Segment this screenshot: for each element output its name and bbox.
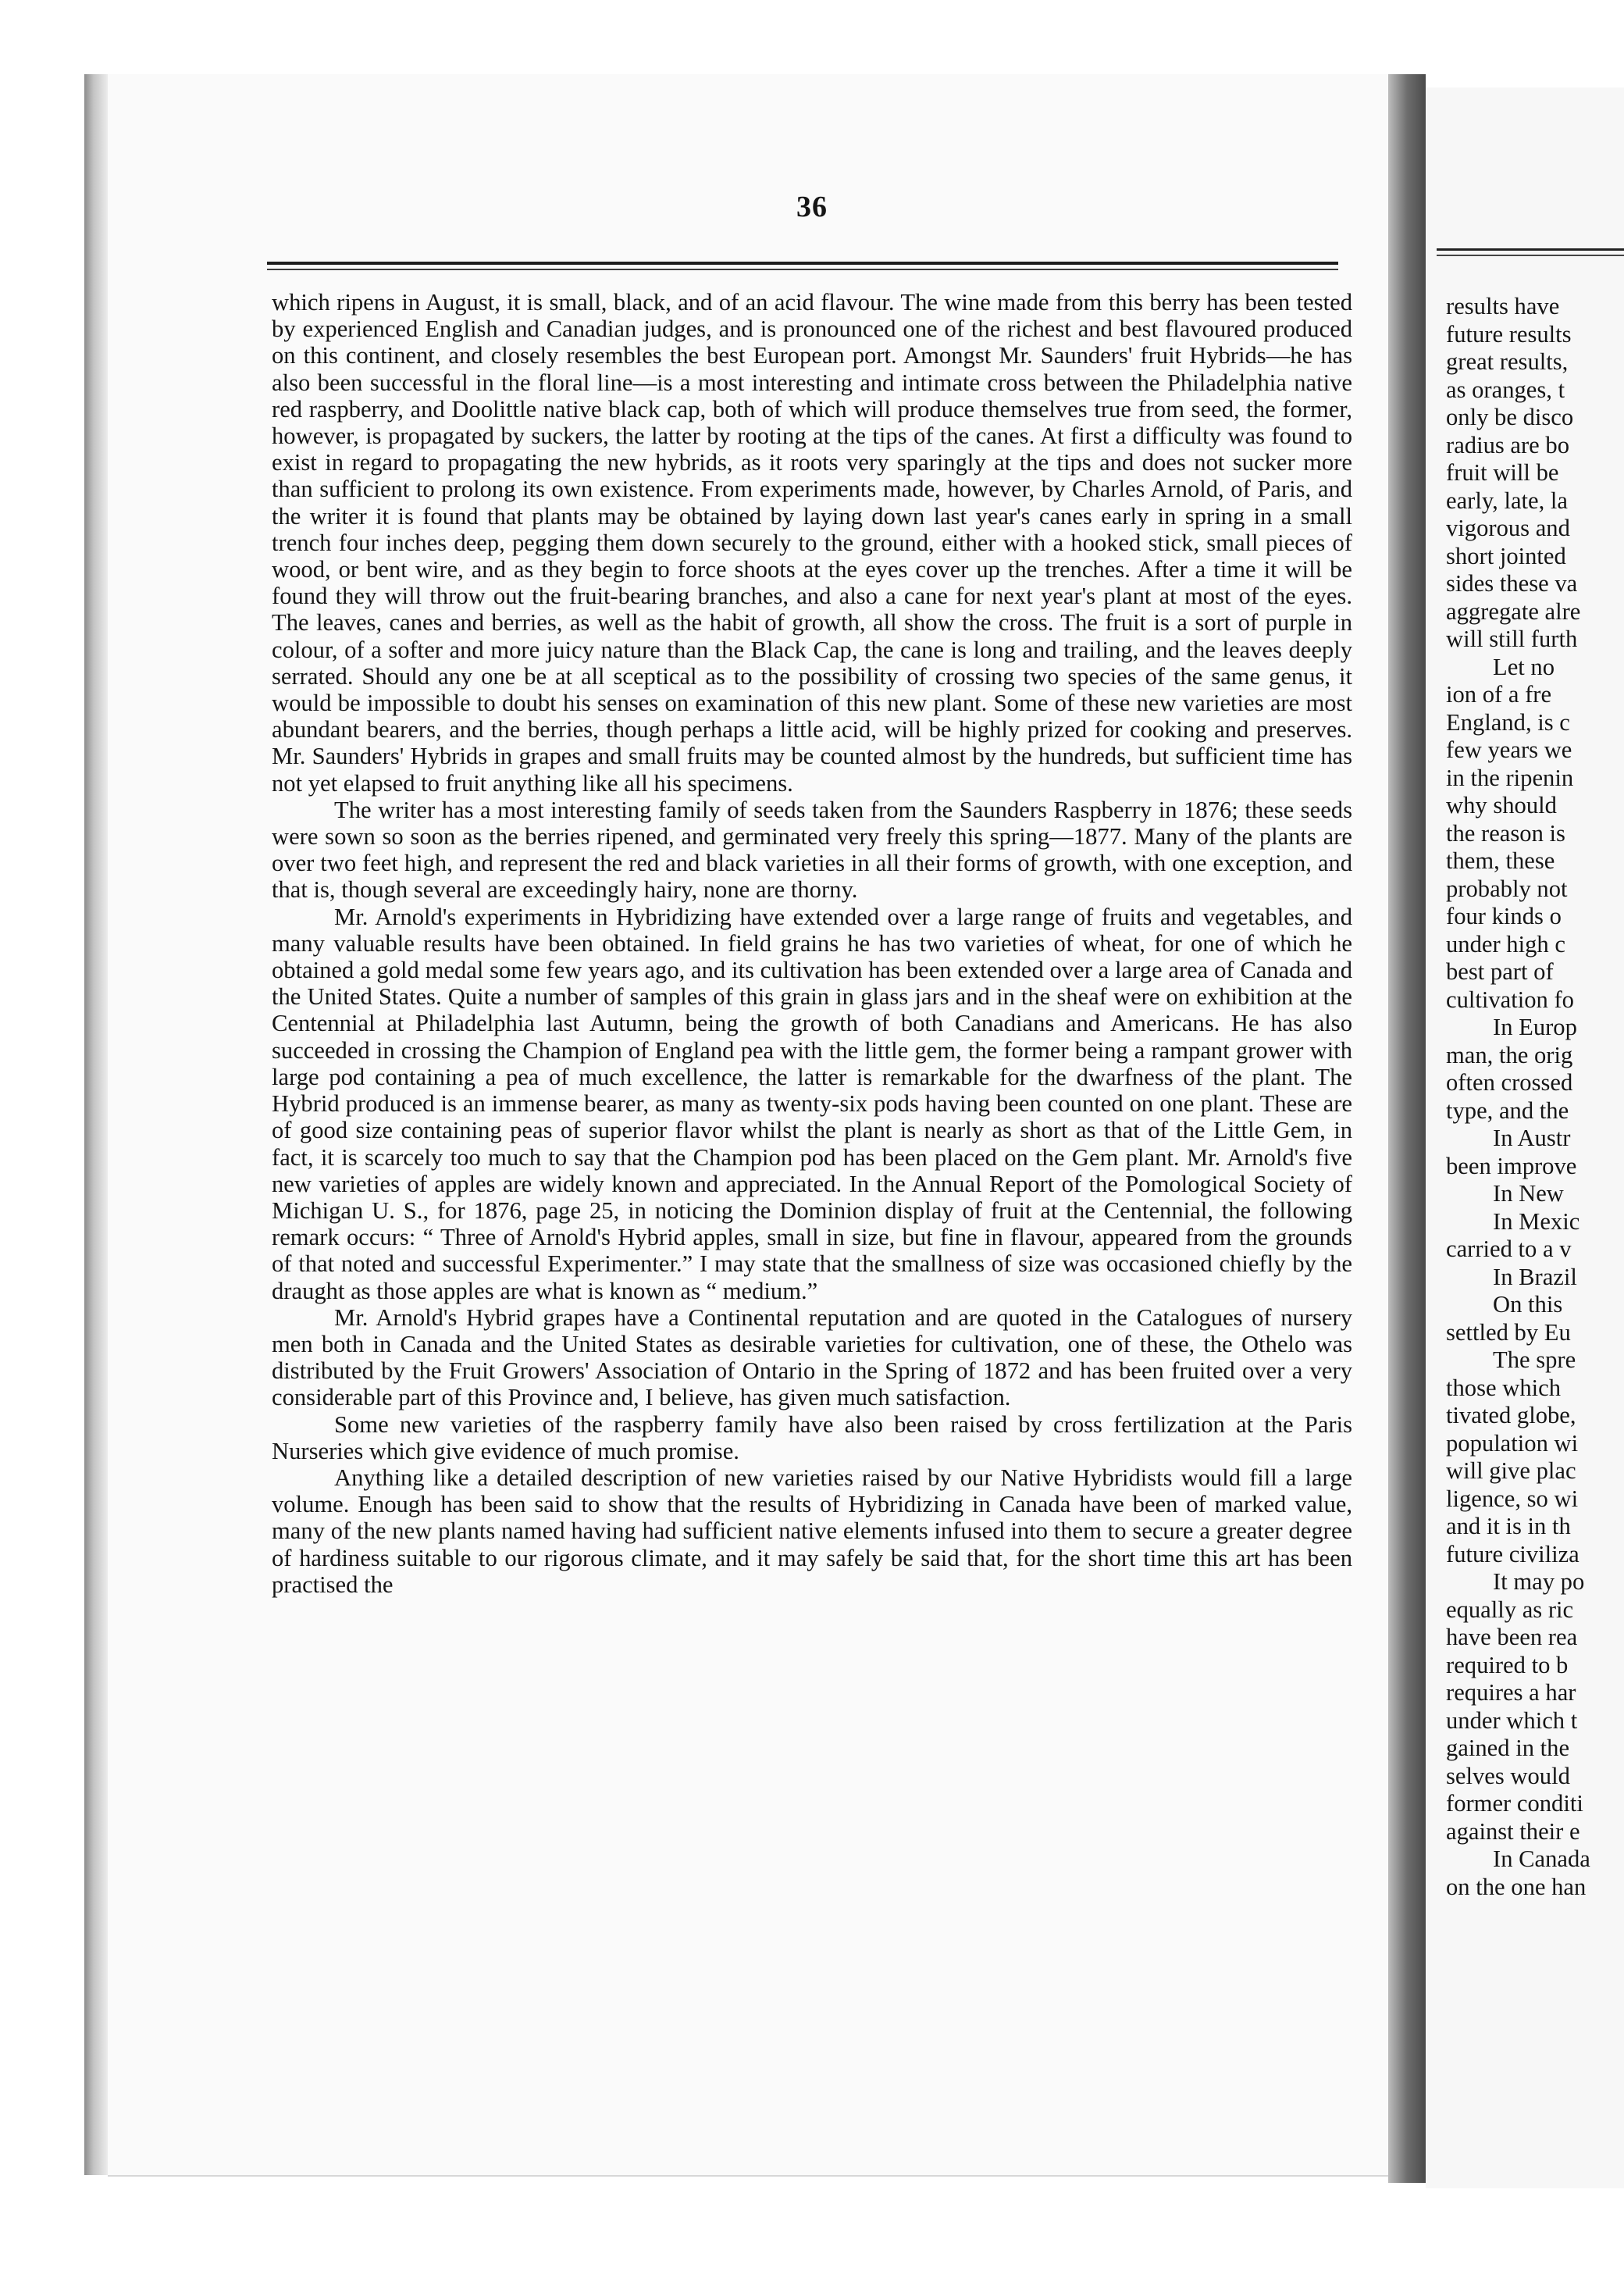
right-page-line: equally as ric bbox=[1446, 1596, 1574, 1623]
right-header-rule-thin bbox=[1437, 255, 1624, 256]
right-page-line: required to b bbox=[1446, 1651, 1569, 1678]
right-page-line: man, the orig bbox=[1446, 1041, 1573, 1068]
right-page-line: former conditi bbox=[1446, 1790, 1583, 1817]
right-page-line: them, these bbox=[1446, 847, 1555, 874]
paragraph-6: Anything like a detailed description of new varieties raised by our Native Hybridists would fill a large volume. Enough has been said to show that the results of Hybridizing in Canada have been of marked value, many of the new plants named having had sufficient native elements infused into them to secure a greater degree of hardiness suitable to our rigorous climate, and it may safely be said that, for the short time this art has been practised the bbox=[272, 1464, 1352, 1598]
paragraph-5: Some new varieties of the raspberry family have also been raised by cross fertilization at the Paris Nurseries which give evidence of much promise. bbox=[272, 1410, 1352, 1464]
right-page-line: ion of a fre bbox=[1446, 681, 1552, 708]
right-page-line: great results, bbox=[1446, 348, 1569, 375]
right-page-text bbox=[1446, 293, 1624, 1901]
right-page-line: probably not bbox=[1446, 875, 1568, 902]
right-page-line: selves would bbox=[1446, 1762, 1570, 1789]
right-page-line: and it is in th bbox=[1446, 1513, 1571, 1539]
paragraph-1: which ripens in August, it is small, black, and of an acid flavour. The wine made from this berry has been tested by experienced English and Canadian judges, and is pronounced one of the richest and best flavoured produced on this continent, and closely resembles the best European port. Amongst Mr. Saunders' fruit Hybrids—he has also been successful in the floral line—is a most interesting and intimate cross between the Philadelphia native red raspberry, and Doolittle native black cap, both of which will produce themselves true from seed, the former, however, is propagated by suckers, the latter by rooting at the tips of the canes. At first a difficulty was found to exist in regard to propagating the new hybrids, as it roots very sparingly at the tips and does not sucker more than sufficient to prolong its own existence. From experiments made, however, by Charles Arnold, of Paris, and the writer it is found that plants may be obtained by laying down last year's canes early in spring in a small trench four inches deep, pegging them down securely to the ground, either with a hooked stick, small pieces of wood, or bent wire, and as they begin to force shoots at the eyes cover up the trenches. After a time it will be found they will throw out the fruit-bearing branches, and also a cane for next year's plant at most of the eyes. The leaves, canes and berries, as well as the habit of growth, all show the cross. The fruit is a sort of purple in colour, of a softer and more juicy nature than the Black Cap, the cane is long and trailing, and the leaves deeply serrated. Should any one be at all sceptical as to the possibility of crossing two species of the same genus, it would be impossible to doubt his senses on examination of this new plant. Some of these new varieties are most abundant bearers, and the berries, though perhaps a little acid, will be highly prized for cooking and preserves. Mr. Saunders' Hybrids in grapes and small fruits may be counted almost by the hundreds, but sufficient time has not yet elapsed to fruit anything like all his specimens. bbox=[272, 289, 1352, 797]
right-page-line: will still furth bbox=[1446, 626, 1578, 652]
right-page-line: under high c bbox=[1446, 930, 1565, 957]
right-page-line: on the one han bbox=[1446, 1873, 1587, 1900]
right-page-line: On this bbox=[1493, 1291, 1563, 1318]
right-page-line: against their e bbox=[1446, 1817, 1580, 1845]
right-page-line: fruit will be bbox=[1446, 459, 1559, 486]
paragraph-3: Mr. Arnold's experiments in Hybridizing have extended over a large range of fruits and vegetables, and many valuable results have been obtained. In field grains he has two varieties of wheat, for one of which he obtained a gold medal some few years ago, and its cultivation has been extended over a large area of Canada and the United States. Quite a number of samples of this grain in glass jars and in the sheaf were on exhibition at the Centennial at Philadelphia last Autumn, being the growth of both Canadians and Americans. He has also succeeded in crossing the Champion of England pea with the little gem, the former being a rampant grower with large pod containing a pea of much excellence, the latter is remarkable for the dwarfness of the plant. The Hybrid produced is an immense bearer, as many as twenty-six pods having been counted on one plant. These are of good size containing peas of superior flavor whilst the plant is nearly as short as that of the Little Gem, in fact, it is scarcely too much to say that the Champion pod has been placed on the Gem plant. Mr. Arnold's five new varieties of apples are widely known and appreciated. In the Annual Report of the Pomological Society of Michigan U. S., for 1876, page 25, in noticing the Dominion display of fruit at the Centennial, the following remark occurs: “ Three of Arnold's Hybrid apples, small in size, but fine in flavour, appeared from the grounds of that noted and successful Experimenter.” I may state that the smallness of size was occasioned chiefly by the draught as those apples are what is known as “ medium.” bbox=[272, 903, 1352, 1304]
right-page-line: tivated globe, bbox=[1446, 1402, 1576, 1428]
right-page-line: the reason is bbox=[1446, 819, 1565, 847]
right-page-line: under which t bbox=[1446, 1706, 1578, 1734]
right-page-line: sides these va bbox=[1446, 570, 1578, 597]
right-page-line: future civiliza bbox=[1446, 1540, 1579, 1567]
header-rule-thick bbox=[267, 262, 1338, 265]
right-page-line: It may po bbox=[1493, 1568, 1585, 1595]
book-spine-gutter bbox=[1388, 74, 1426, 2183]
left-page-edge bbox=[84, 74, 108, 2175]
right-page-line: results have bbox=[1446, 293, 1560, 319]
right-page-line: those which bbox=[1446, 1374, 1561, 1401]
right-page-line: been improve bbox=[1446, 1152, 1577, 1179]
paragraph-2: The writer has a most interesting family of seeds taken from the Saunders Raspberry in 1876; these seeds were sown so soon as the berries ripened, and germinated very freely this spring—1877. Many of the plants are over two feet high, and represent the red and black varieties in all their forms of growth, with one exception, and that is, though several are exceedingly hairy, none are thorny. bbox=[272, 796, 1352, 904]
right-page-line: four kinds o bbox=[1446, 903, 1562, 929]
right-page-line: gained in the bbox=[1446, 1735, 1570, 1761]
right-page-line: cultivation fo bbox=[1446, 986, 1574, 1013]
right-page-line: will give plac bbox=[1446, 1457, 1576, 1484]
right-page-line: often crossed bbox=[1446, 1069, 1573, 1096]
right-page-line: population wi bbox=[1446, 1429, 1579, 1457]
right-page-line: In Mexic bbox=[1493, 1207, 1580, 1235]
header-rule-thin bbox=[267, 269, 1338, 270]
right-page-line: best part of bbox=[1446, 958, 1554, 985]
right-page-line: have been rea bbox=[1446, 1624, 1578, 1650]
paragraph-4: Mr. Arnold's Hybrid grapes have a Continental reputation and are quoted in the Catalogues of nursery men both in Canada and the United States as desirable varieties for cultivation, one of these, the Othelo was distributed by the Fruit Growers' Association of Ontario in the Spring of 1872 and has been fruited over a very considerable part of this Province and, I believe, has given much satisfaction. bbox=[272, 1303, 1352, 1411]
right-page-line: requires a har bbox=[1446, 1679, 1576, 1706]
right-page-line: only be disco bbox=[1446, 404, 1574, 430]
right-page-line: radius are bo bbox=[1446, 431, 1570, 458]
right-page-line: In Brazil bbox=[1493, 1263, 1577, 1290]
right-page-line: as oranges, t bbox=[1446, 376, 1565, 403]
right-page-line: in the ripenin bbox=[1446, 764, 1574, 791]
right-page-line: In Europ bbox=[1493, 1014, 1577, 1040]
right-page-line: carried to a v bbox=[1446, 1236, 1572, 1262]
right-page-line: The spre bbox=[1493, 1346, 1576, 1373]
right-page-line: England, is c bbox=[1446, 708, 1570, 736]
right-page-line: few years we bbox=[1446, 736, 1572, 763]
right-page-line: type, and the bbox=[1446, 1097, 1569, 1124]
right-page-line: ligence, so wi bbox=[1446, 1485, 1579, 1512]
right-page-line: aggregate alre bbox=[1446, 597, 1581, 625]
right-header-rule-thick bbox=[1437, 248, 1624, 251]
right-page bbox=[1426, 87, 1624, 2188]
right-page-line: early, late, la bbox=[1446, 487, 1568, 514]
right-page-line: In Austr bbox=[1493, 1125, 1571, 1151]
right-page-line: settled by Eu bbox=[1446, 1318, 1571, 1346]
right-page-line: why should bbox=[1446, 792, 1557, 818]
page-number: 36 bbox=[796, 191, 828, 223]
right-page-line: In Canada bbox=[1493, 1845, 1590, 1872]
page-body-text bbox=[272, 289, 1352, 2101]
right-page-line: short jointed bbox=[1446, 542, 1566, 569]
right-page-line: Let no bbox=[1493, 653, 1555, 680]
right-page-line: vigorous and bbox=[1446, 515, 1570, 541]
right-page-line: In New bbox=[1493, 1180, 1564, 1207]
right-page-line: future results bbox=[1446, 320, 1572, 348]
